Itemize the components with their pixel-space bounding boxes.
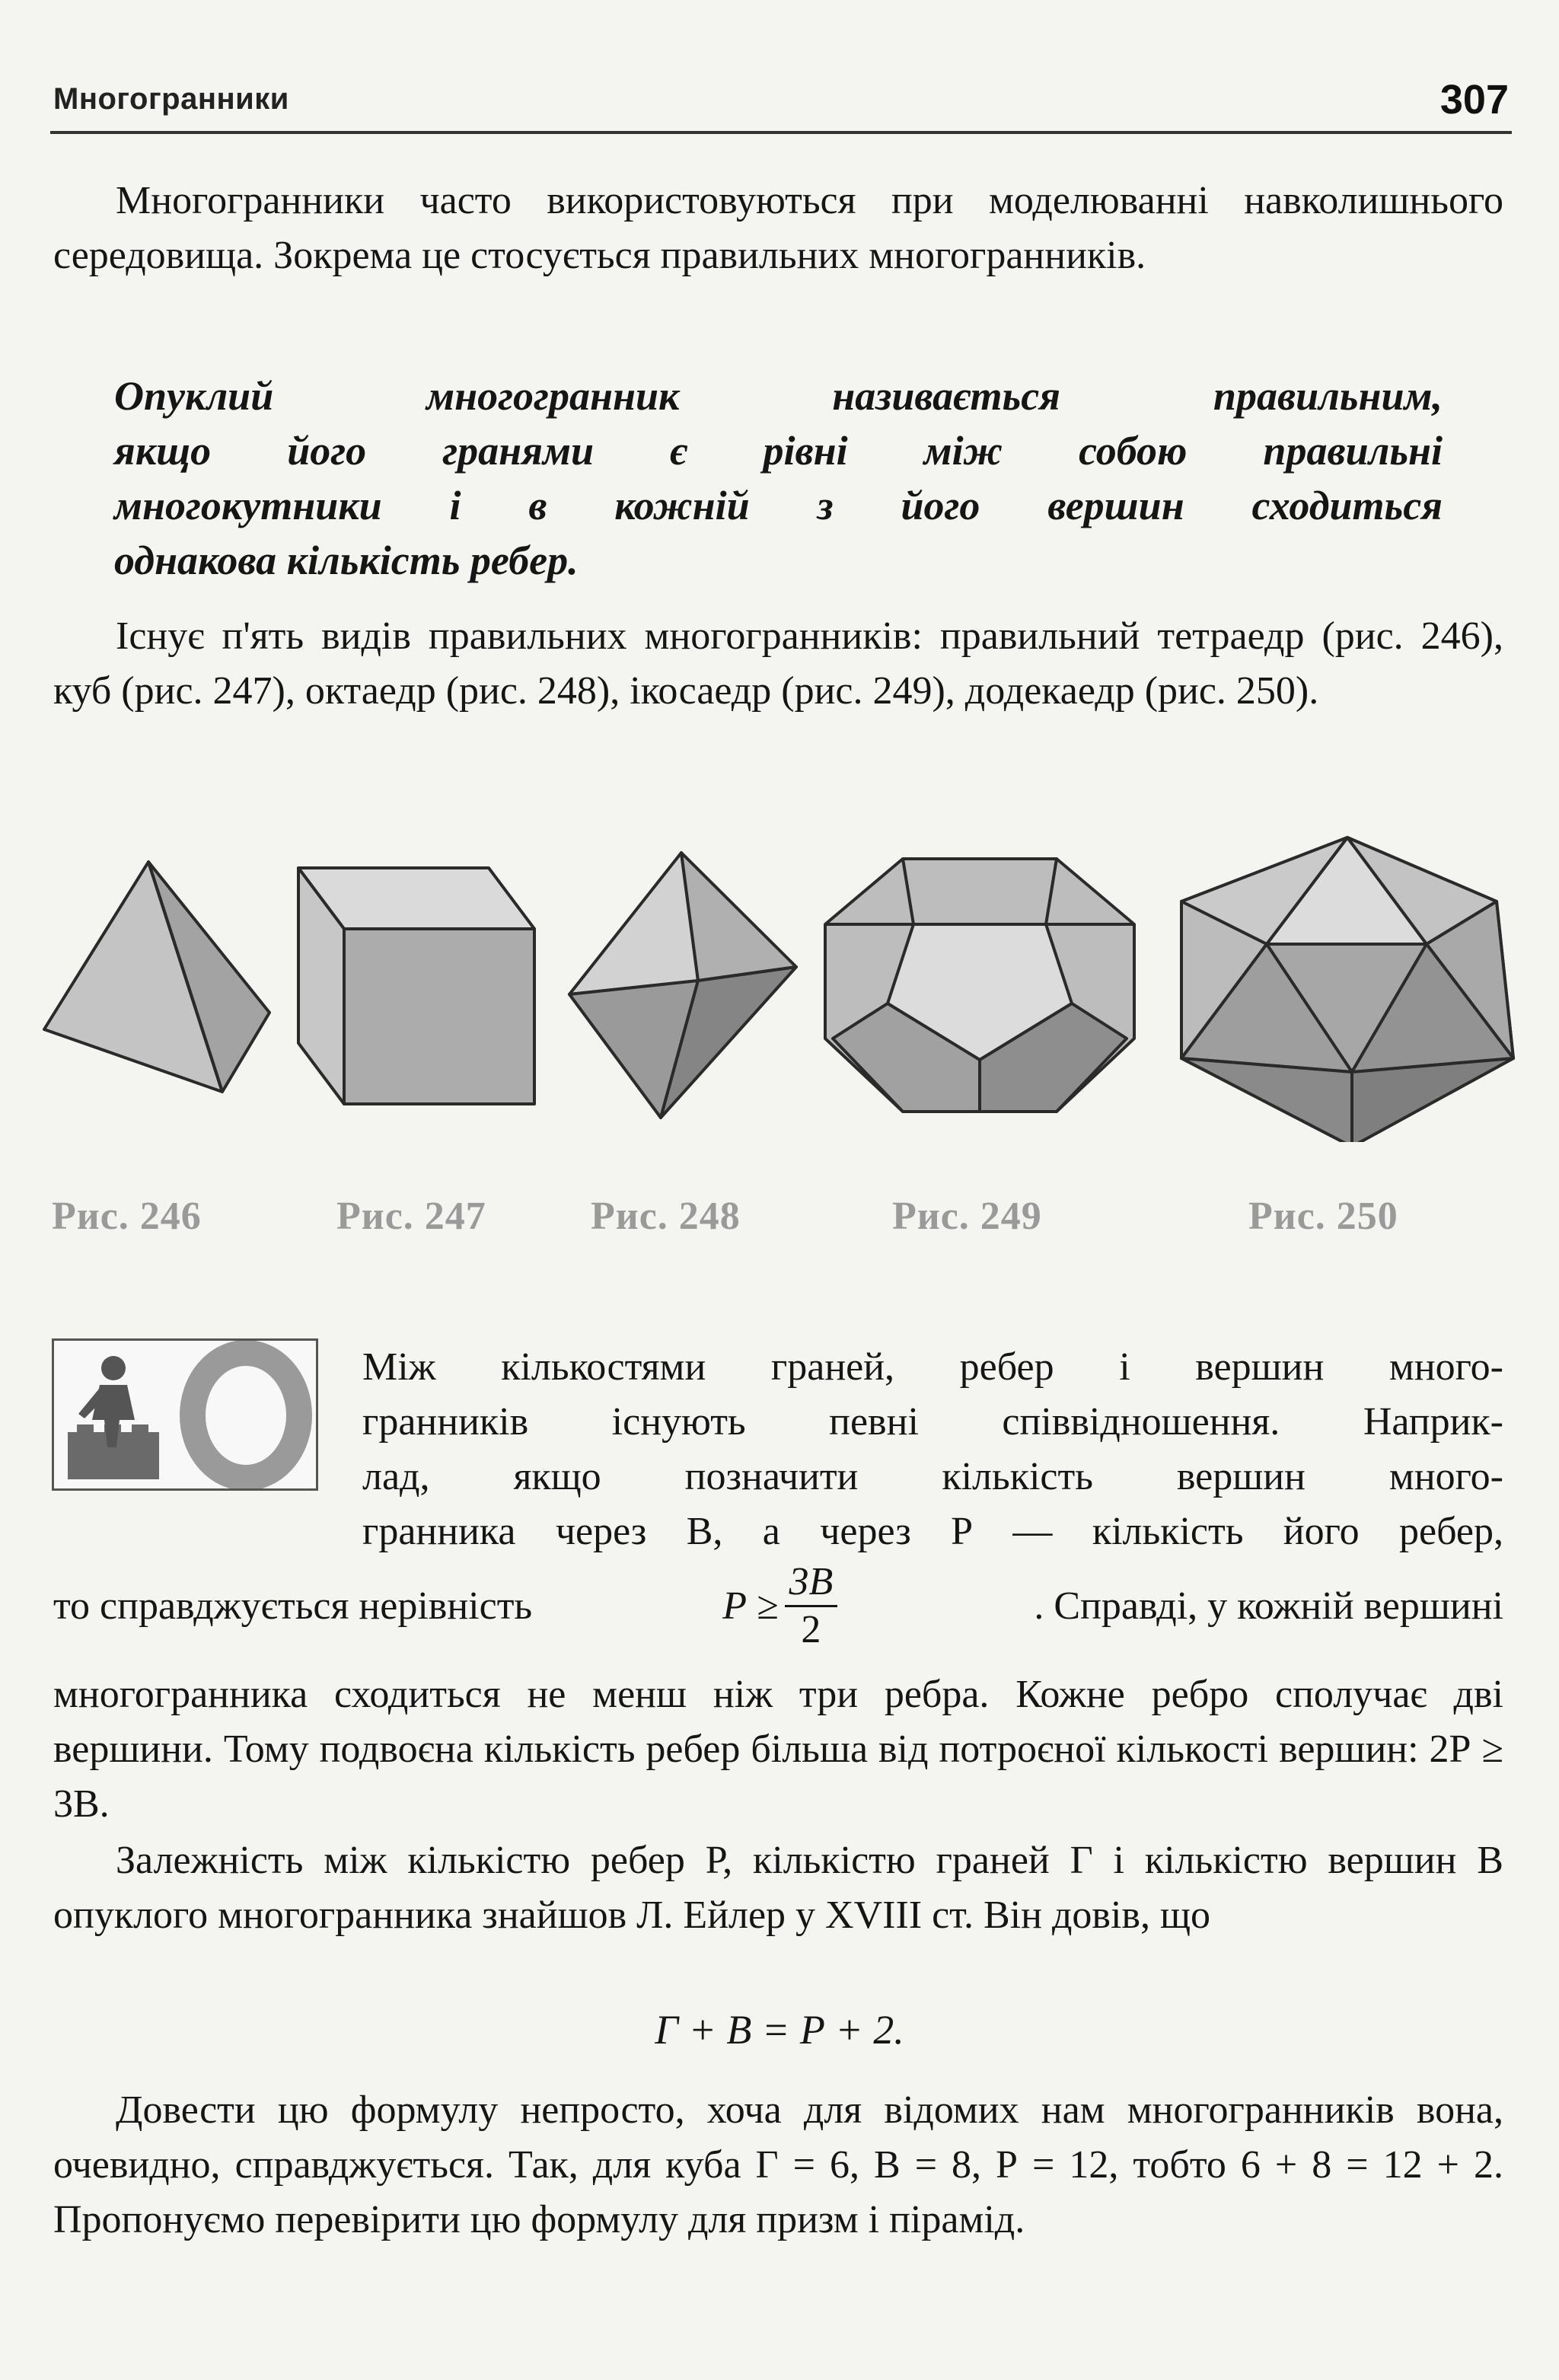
relations-line-1: Між кількостями граней, ребер і вершин много-: [362, 1345, 1503, 1389]
study-icon: [52, 1338, 318, 1491]
relations-line-3: лад, якщо позначити кількість вершин много-: [362, 1455, 1503, 1498]
intro-paragraph: Многогранники часто використовуються при моделюванні навколишнього середовища. Зокрема це стосується правильних многогранників.: [53, 179, 1503, 277]
definition-line-2: якщо його гранями є рівні між собою правильні: [114, 428, 1443, 474]
tetrahedron-figure: [44, 862, 269, 1092]
inequality-prefix: то справджується нерівність: [53, 1584, 533, 1628]
icosahedron-figure: [1181, 837, 1513, 1142]
cube-figure: [298, 868, 534, 1104]
relations-line-2: гранників існують певні співвідношення. Наприк-: [362, 1400, 1503, 1444]
dodecahedron-figure: [825, 859, 1134, 1112]
proof-paragraph: Довести цю формулу непросто, хоча для відомих нам многогранників вона, очевидно, справджується. Так, для куба Г = 6, В = 8, Р = 12, тобто 6 + 8 = 12 + 2. Пропонуємо перевірити цю формулу для призм і пірамід.: [53, 2088, 1503, 2241]
figure-caption-249: Рис. 249: [892, 1195, 1042, 1238]
fraction-numerator: 3В: [785, 1559, 838, 1607]
euler-formula: Г + В = Р + 2.: [655, 2007, 904, 2053]
definition-line-3: многокутники і в кожній з його вершин сходиться: [114, 483, 1443, 528]
fraction-denominator: 2: [801, 1608, 821, 1651]
figure-caption-248: Рис. 248: [591, 1195, 741, 1238]
inequality-suffix: . Справді, у кожній вершині: [1034, 1584, 1503, 1628]
fraction-3b-over-2: [785, 1559, 838, 1653]
relations-rest-paragraph: многогранника сходиться не менш ніж три ребра. Кожне ребро сполучає дві вершини. Тому подвоєна кількість ребер більша від потроєної кількості вершин: 2Р ≥ 3В.: [53, 1673, 1503, 1826]
running-header-title: Многогранники: [53, 82, 289, 116]
inequality-line: [53, 1559, 1503, 1653]
polyhedra-svg: [0, 822, 1559, 1142]
inequality-lhs: Р ≥: [722, 1584, 779, 1628]
octahedron-figure: [569, 853, 796, 1118]
header-divider: [50, 131, 1512, 134]
relations-line-4: гранника через В, а через Р — кількість його ребер,: [362, 1510, 1503, 1553]
figure-caption-247: Рис. 247: [336, 1195, 486, 1238]
polyhedra-figures: [0, 822, 1559, 1142]
types-paragraph: Існує п'ять видів правильних многогранників: правильний тетраедр (рис. 246), куб (рис. 247), октаедр (рис. 248), ікосаедр (рис. 249), додекаедр (рис. 250).: [53, 614, 1503, 713]
figure-caption-250: Рис. 250: [1248, 1195, 1398, 1238]
inequality-formula: [722, 1559, 843, 1653]
definition-line-4: однакова кількість ребер.: [114, 538, 579, 583]
page-number: 307: [1439, 77, 1509, 123]
figure-caption-246: Рис. 246: [52, 1195, 202, 1238]
definition-line-1: Опуклий многогранник називається правильним,: [114, 373, 1443, 419]
euler-paragraph: Залежність між кількістю ребер Р, кількістю граней Г і кількістю вершин В опуклого многогранника знайшов Л. Ейлер у XVIII ст. Він довів, що: [53, 1839, 1503, 1937]
